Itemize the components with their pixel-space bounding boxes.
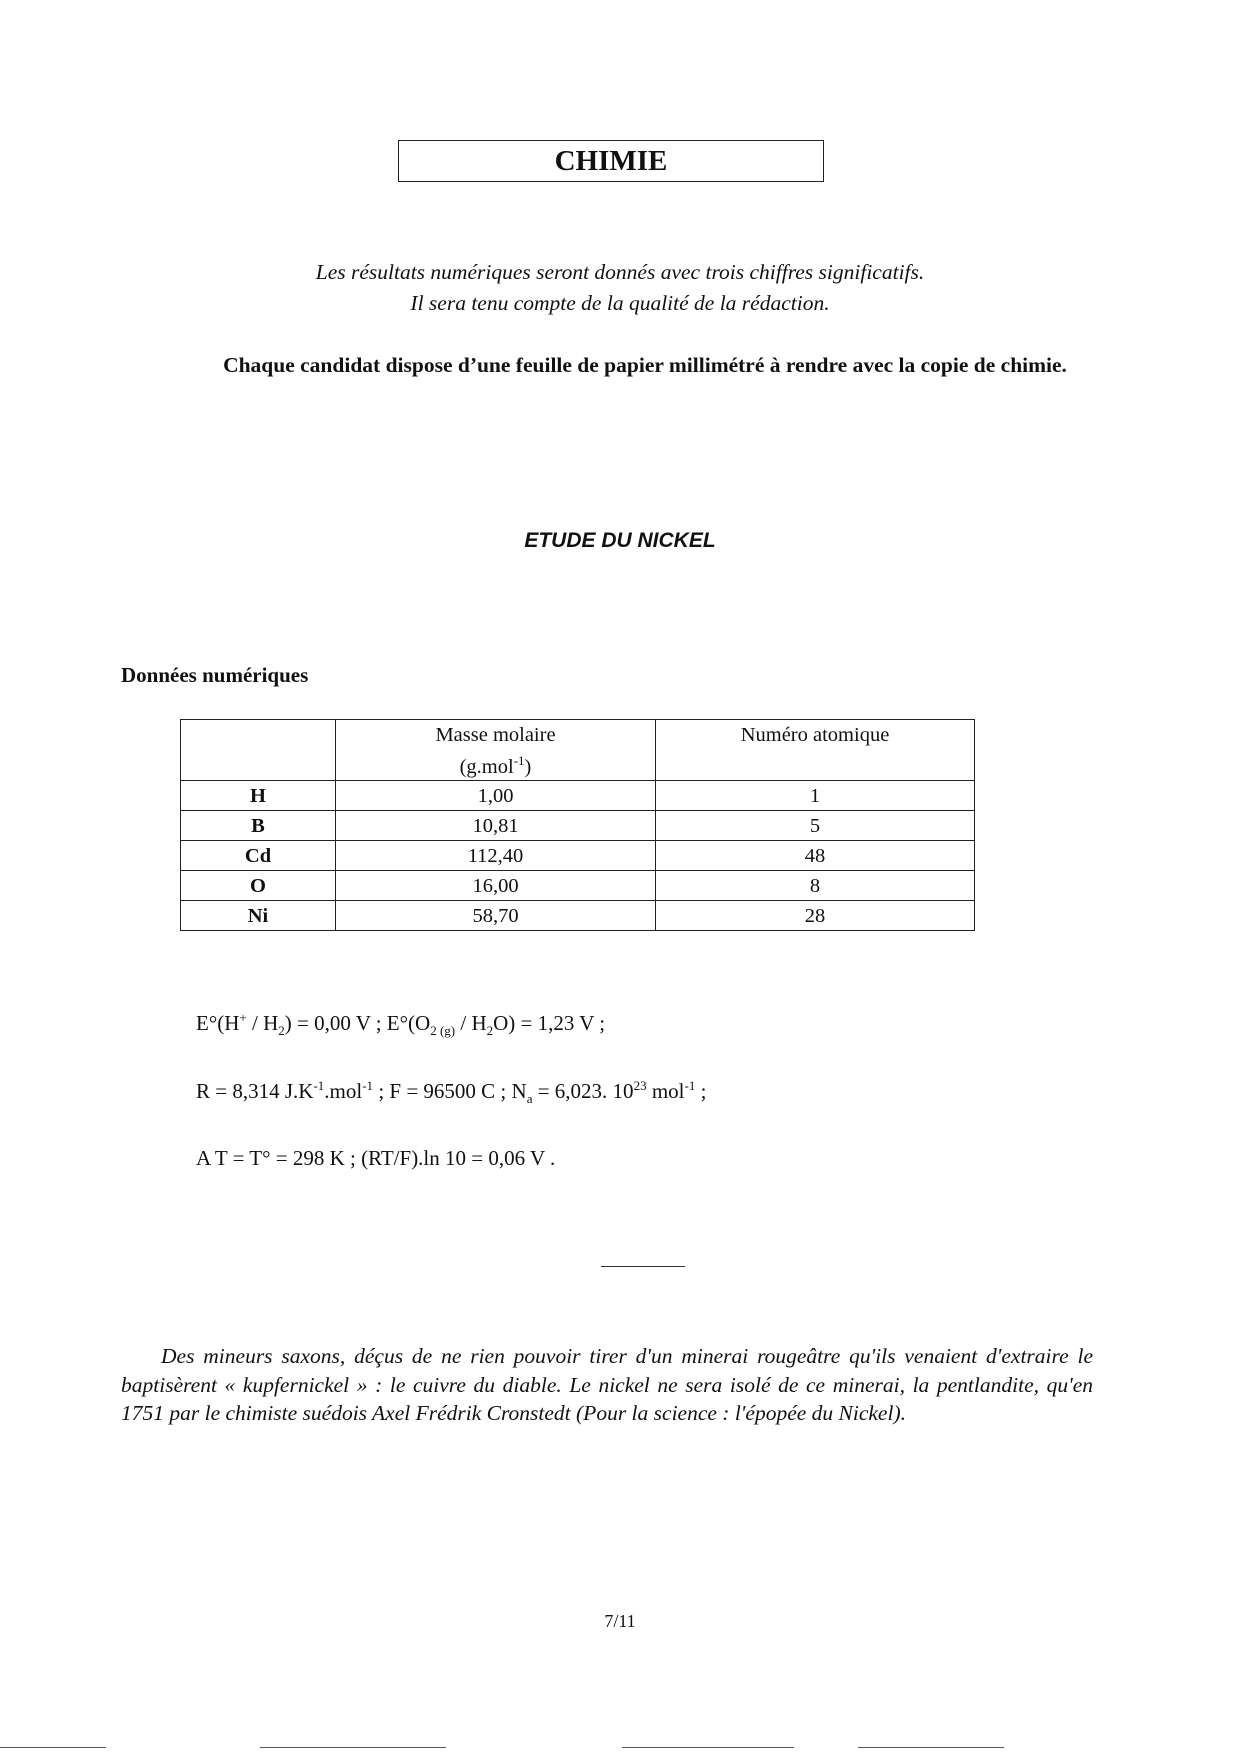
formula-sup: +: [239, 1010, 247, 1025]
formula-text: ;: [695, 1079, 707, 1103]
formula-text: / H: [246, 1011, 279, 1035]
formula-potentials: [196, 1010, 605, 1039]
separator-dash: [601, 1266, 685, 1267]
formula-sup: -1: [362, 1078, 374, 1093]
formula-sub: 2 (g): [430, 1023, 456, 1039]
formula-text: E°(H: [196, 1011, 240, 1035]
page-number: 7/11: [604, 1611, 636, 1631]
cell-element: Cd: [181, 841, 336, 871]
header-element: [181, 720, 336, 781]
instruction-line: Les résultats numériques seront donnés avec trois chiffres significatifs.: [315, 260, 925, 284]
cell-molar-mass: 1,00: [336, 781, 656, 811]
cell-atomic-number: 1: [656, 781, 975, 811]
formula-text: / H: [455, 1011, 487, 1035]
scan-edge-line: [858, 1747, 1004, 1748]
table-row: [181, 781, 975, 811]
formula-sub: 2: [278, 1023, 285, 1039]
cell-atomic-number: 28: [656, 901, 975, 931]
data-table: [180, 719, 975, 931]
instruction-line: Il sera tenu compte de la qualité de la rédaction.: [410, 291, 830, 315]
formula-temperature: A T = T° = 298 K ; (RT/F).ln 10 = 0,06 V .: [196, 1146, 556, 1170]
header-molar-mass-close: ): [524, 755, 532, 778]
header-molar-mass-label: Masse molaire: [435, 724, 556, 746]
scan-edge-line: [260, 1747, 446, 1748]
page-title: CHIMIE: [398, 140, 824, 182]
data-heading: Données numériques: [121, 663, 309, 687]
table-header-row: [181, 720, 975, 781]
notice: Chaque candidat dispose d’une feuille de papier millimétré à rendre avec la copie de chimie.: [223, 353, 1067, 377]
section-title: ETUDE DU NICKEL: [524, 529, 716, 552]
cell-molar-mass: 16,00: [336, 871, 656, 901]
cell-element: H: [181, 781, 336, 811]
cell-element: Ni: [181, 901, 336, 931]
formula-constants: [196, 1078, 706, 1107]
formula-sup: 23: [633, 1078, 647, 1093]
formula-sup: -1: [313, 1078, 325, 1093]
intro-quote: Des mineurs saxons, déçus de ne rien pouvoir tirer d'un minerai rougeâtre qu'ils venaient d'extraire le baptisèrent « kupfernickel » : le cuivre du diable. Le nickel ne sera isolé de ce minerai, la pentlandite, qu'en 1751 par le chimiste suédois Axel Frédrik Cronstedt (Pour la science : l'épopée du Nickel).: [121, 1344, 1093, 1425]
cell-atomic-number: 8: [656, 871, 975, 901]
header-molar-mass-exp: -1: [513, 753, 525, 768]
header-atomic-number: Numéro atomique: [656, 720, 975, 781]
formula-sub: 2: [486, 1023, 494, 1039]
cell-molar-mass: 112,40: [336, 841, 656, 871]
formula-text: = 6,023. 10: [532, 1079, 634, 1103]
formula-text: R = 8,314 J.K: [196, 1079, 314, 1103]
cell-molar-mass: 10,81: [336, 811, 656, 841]
formula-text: mol: [646, 1079, 685, 1103]
table-row: [181, 841, 975, 871]
formula-text: O) = 1,23 V ;: [493, 1011, 606, 1035]
formula-text: ) = 0,00 V ; E°(O: [284, 1011, 431, 1035]
scan-edge-line: [0, 1747, 106, 1748]
formula-sub: a: [526, 1091, 533, 1107]
table-row: [181, 871, 975, 901]
instructions: [0, 257, 1240, 319]
cell-molar-mass: 58,70: [336, 901, 656, 931]
formula-text: .mol: [324, 1079, 363, 1103]
header-molar-mass-unit: (g.mol: [459, 755, 514, 778]
table-row: [181, 901, 975, 931]
cell-atomic-number: 48: [656, 841, 975, 871]
scan-edge-line: [622, 1747, 794, 1748]
formula-text: ; F = 96500 C ; N: [373, 1079, 527, 1103]
formula-sup: -1: [684, 1078, 696, 1093]
table-row: [181, 811, 975, 841]
header-molar-mass: [336, 720, 656, 781]
cell-element: B: [181, 811, 336, 841]
cell-element: O: [181, 871, 336, 901]
cell-atomic-number: 5: [656, 811, 975, 841]
